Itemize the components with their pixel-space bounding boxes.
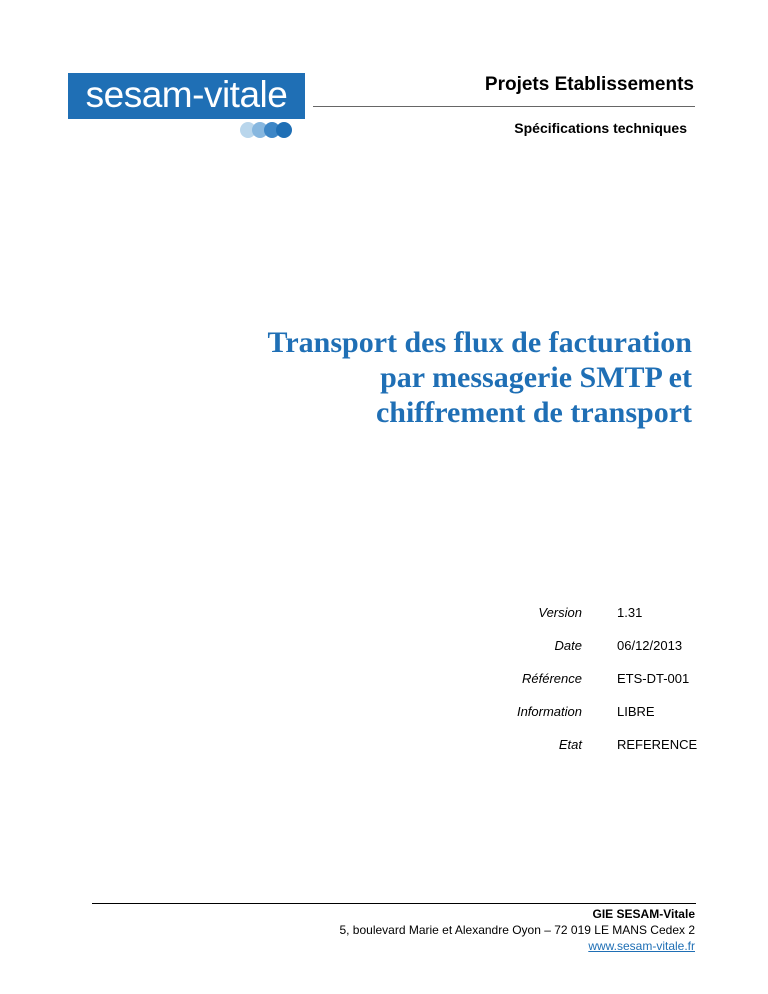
project-title: Projets Etablissements [484,74,694,95]
logo-dot [276,122,292,138]
footer-divider [92,903,696,904]
metadata-value: LIBRE [617,704,655,719]
logo [68,73,305,119]
metadata-label: Référence [522,671,582,686]
document-title [132,325,692,430]
header-divider [313,106,695,107]
document-title-line: Transport des flux de facturation [267,326,692,359]
logo-dots [240,122,304,138]
document-title-line: par messagerie SMTP et [380,361,692,394]
metadata-row-etat [420,737,720,757]
metadata-value: 1.31 [617,605,643,620]
metadata-value: REFERENCE [617,737,698,752]
footer [339,906,695,954]
metadata-row-reference [420,671,720,691]
footer-website-link[interactable]: www.sesam-vitale.fr [588,939,695,953]
metadata-row-information [420,704,720,724]
metadata-row-version [420,605,720,625]
metadata-label: Information [516,704,582,719]
metadata-label: Version [538,605,582,620]
metadata-value: 06/12/2013 [617,638,683,653]
metadata-value: ETS-DT-001 [617,671,690,686]
document-subtitle: Spécifications techniques [514,120,687,136]
footer-address: 5, boulevard Marie et Alexandre Oyon – 72 019 LE MANS Cedex 2 [339,923,695,937]
metadata-label: Etat [558,737,582,752]
footer-organization: GIE SESAM-Vitale [592,907,695,921]
metadata-row-date [420,638,720,658]
document-title-line: chiffrement de transport [375,396,692,429]
metadata-label: Date [554,638,582,653]
logo-text: sesam-vitale [85,74,288,115]
